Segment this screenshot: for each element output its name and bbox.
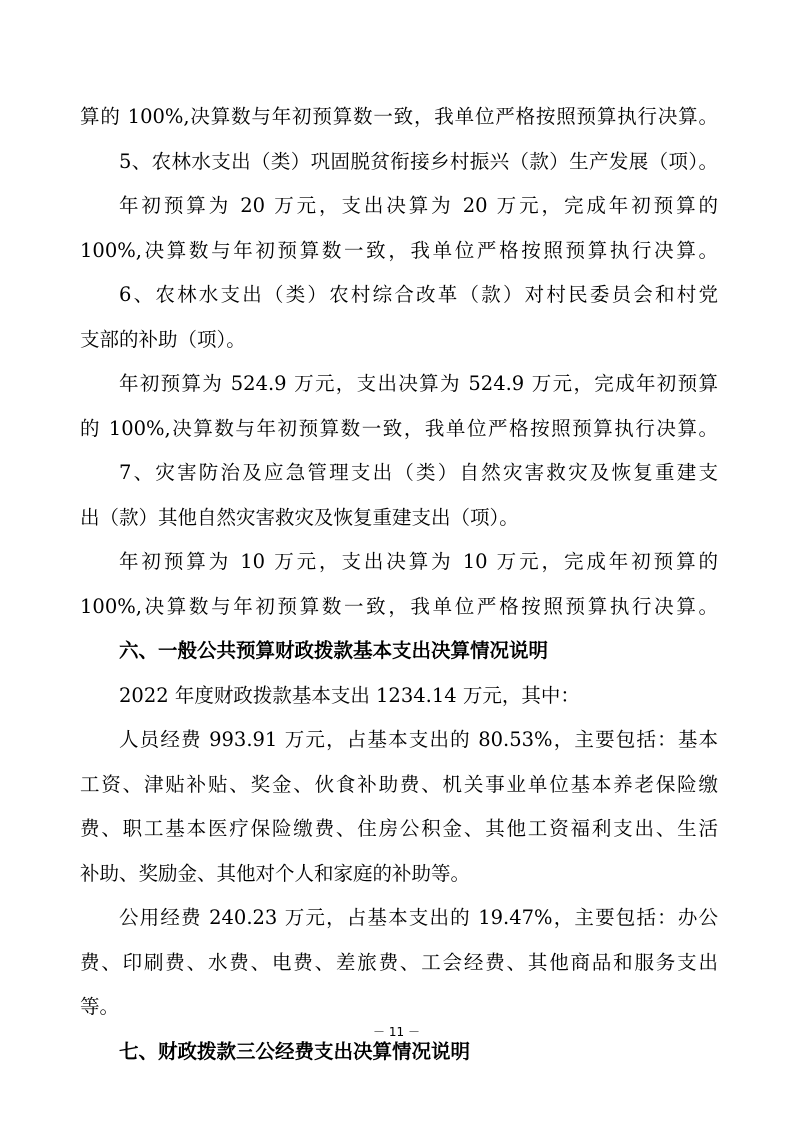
item-heading-7: 7、灾害防治及应急管理支出（类）自然灾害救灾及恢复重建支 [119,461,718,484]
body-line: 公用经费 240.23 万元，占基本支出的 19.47%，主要包括：办公 [119,906,718,929]
body-line: 2022 年度财政拨款基本支出 1234.14 万元，其中： [119,683,580,707]
item-heading-6: 6、农林水支出（类）农村综合改革（款）对村民委员会和村党 [119,283,718,306]
item-heading-5: 5、农林水支出（类）巩固脱贫衔接乡村振兴（款）生产发展（项）。 [119,149,718,173]
body-line: 算的 100%,决算数与年初预算数一致，我单位严格按照预算执行决算。 [80,105,718,128]
body-line: 工资、津贴补贴、奖金、伙食补助费、机关事业单位基本养老保险缴 [80,772,718,796]
body-line: 补助、奖励金、其他对个人和家庭的补助等。 [80,861,471,885]
body-line: 人员经费 993.91 万元，占基本支出的 80.53%，主要包括：基本 [119,728,718,751]
body-line: 100%,决算数与年初预算数一致，我单位严格按照预算执行决算。 [80,238,718,262]
body-line: 支部的补助（项）。 [80,327,246,351]
body-line: 出（款）其他自然灾害救灾及恢复重建支出（项）。 [80,505,519,529]
body-line: 费、职工基本医疗保险缴费、住房公积金、其他工资福利支出、生活 [80,817,718,840]
body-line: 100%,决算数与年初预算数一致，我单位严格按照预算执行决算。 [80,594,718,618]
body-line: 年初预算为 20 万元，支出决算为 20 万元，完成年初预算的 [119,194,718,217]
body-line: 的 100%,决算数与年初预算数一致，我单位严格按照预算执行决算。 [80,416,718,440]
body-line: 费、印刷费、水费、电费、差旅费、工会经费、其他商品和服务支出 [80,950,718,974]
body-line: 年初预算为 10 万元，支出决算为 10 万元，完成年初预算的 [119,550,718,573]
section-heading-6: 六、一般公共预算财政拨款基本支出决算情况说明 [119,639,549,662]
body-line: 等。 [80,995,120,1018]
section-heading-7: 七、财政拨款三公经费支出决算情况说明 [119,1039,471,1063]
body-line: 年初预算为 524.9 万元，支出决算为 524.9 万元，完成年初预算 [119,372,718,395]
page-number: － 11 － [373,1025,420,1039]
